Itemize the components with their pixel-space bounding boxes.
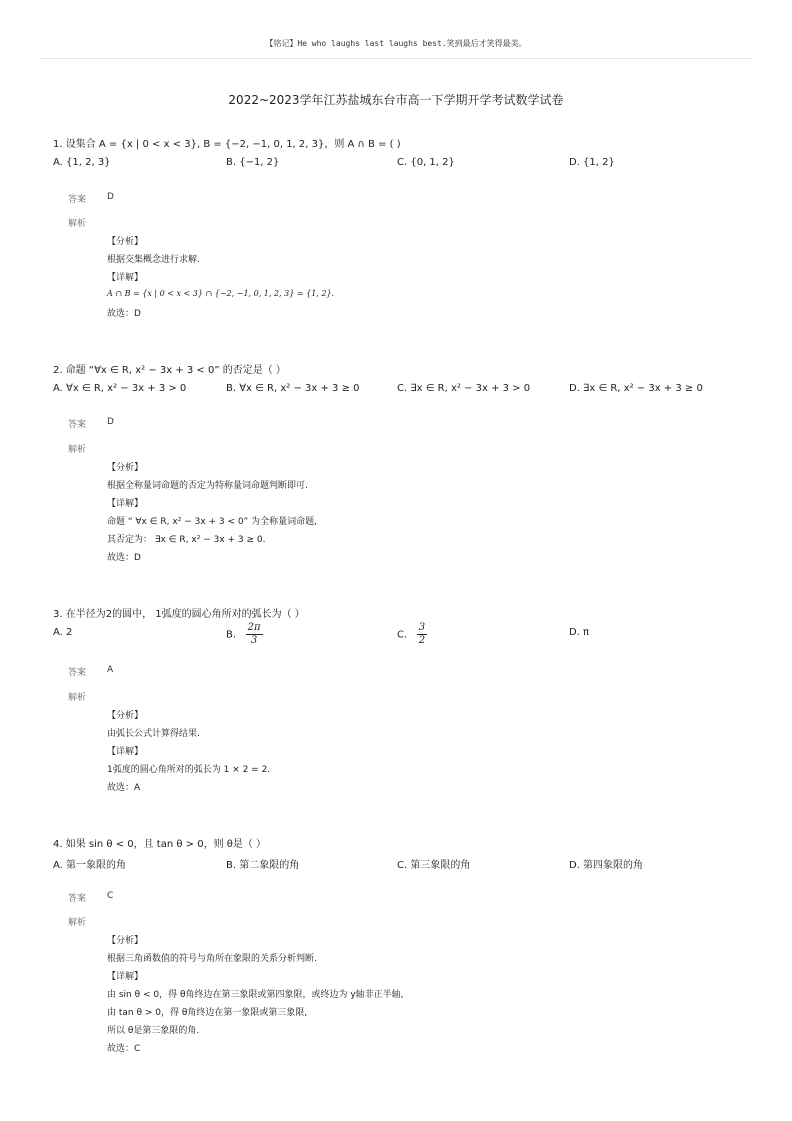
analysis-line: A ∩ B = {x | 0 < x < 3} ∩ {−2, −1, 0, 1, 2, 3} = {1, 2}. [107, 289, 335, 298]
analysis-line: 故选：A [107, 783, 141, 793]
analysis-line: 【分析】 [107, 711, 144, 721]
option-c: C. 第三象限的角 [397, 860, 471, 871]
analysis-line: 【详解】 [107, 972, 144, 982]
option-c: C. {0, 1, 2} [397, 157, 455, 168]
page-title: 2022~2023学年江苏盐城东台市高一下学期开学考试数学试卷 [228, 93, 564, 107]
option-a: A. 2 [53, 627, 73, 638]
answer-label: 答案 [68, 894, 87, 904]
numerator: 2π [247, 622, 261, 633]
option-c: C. ∃x ∈ R, x² − 3x + 3 > 0 [397, 383, 531, 394]
option-b: B. {−1, 2} [226, 157, 280, 168]
option-d: D. π [569, 627, 590, 638]
analysis-line: 【详解】 [107, 273, 144, 283]
fraction [246, 622, 263, 647]
analysis-line: 由 sin θ < 0，得 θ角终边在第三象限或第四象限，或终边为 y轴非正半轴, [107, 990, 404, 1000]
analysis-line: 1弧度的圆心角所对的弧长为 1 × 2 = 2. [107, 765, 271, 775]
answer-value: D [107, 417, 114, 427]
answer-value: A [107, 665, 114, 675]
question-stem: 2. 命题 “∀x ∈ R, x² − 3x + 3 < 0” 的否定是（ ） [53, 365, 286, 376]
analysis-line: 根据三角函数值的符号与角所在象限的关系分析判断. [107, 954, 317, 964]
question-stem: 3. 在半径为2的圆中， 1弧度的圆心角所对的弧长为（ ） [53, 609, 305, 620]
header-note: 【铭记】He who laughs last laughs best.笑到最后才笑得最美。 [265, 39, 527, 48]
analysis-line: 命题 “ ∀x ∈ R, x² − 3x + 3 < 0” 为全称量词命题, [107, 517, 318, 527]
fraction [417, 622, 427, 647]
analysis-line: 故选：D [107, 553, 141, 563]
answer-value: D [107, 192, 114, 202]
option-b: B. 第二象限的角 [226, 860, 300, 871]
analysis-line: 其否定为： ∃x ∈ R, x² − 3x + 3 ≥ 0. [107, 535, 266, 545]
option-b [226, 622, 263, 647]
analysis-line: 故选：C [107, 1044, 141, 1054]
analysis-line: 【分析】 [107, 463, 144, 473]
option-d: D. {1, 2} [569, 157, 615, 168]
denominator: 2 [418, 635, 426, 646]
answer-label: 答案 [68, 195, 87, 205]
question-stem: 1. 设集合 A = {x | 0 < x < 3}, B = {−2, −1, 0, 1, 2, 3}，则 A ∩ B = ( ) [53, 139, 401, 150]
analysis-line: 由 tan θ > 0，得 θ角终边在第一象限或第三象限, [107, 1008, 308, 1018]
analysis-line: 根据交集概念进行求解. [107, 255, 200, 265]
answer-label: 答案 [68, 668, 87, 678]
header-divider [40, 58, 752, 59]
denominator: 3 [250, 635, 258, 646]
analysis-label: 解析 [68, 918, 87, 928]
option-a: A. {1, 2, 3} [53, 157, 111, 168]
option-b: B. ∀x ∈ R, x² − 3x + 3 ≥ 0 [226, 383, 360, 394]
option-d: D. ∃x ∈ R, x² − 3x + 3 ≥ 0 [569, 383, 703, 394]
analysis-line: 【详解】 [107, 747, 144, 757]
option-letter: B. [226, 629, 237, 641]
answer-value: C [107, 891, 114, 901]
question-stem: 4. 如果 sin θ < 0，且 tan θ > 0，则 θ是（ ） [53, 839, 267, 850]
analysis-line: 【分析】 [107, 936, 144, 946]
option-letter: C. [397, 629, 408, 641]
analysis-line: 由弧长公式计算得结果. [107, 729, 200, 739]
option-a: A. ∀x ∈ R, x² − 3x + 3 > 0 [53, 383, 187, 394]
option-c [397, 622, 427, 647]
analysis-line: 【分析】 [107, 237, 144, 247]
analysis-label: 解析 [68, 445, 87, 455]
analysis-line: 【详解】 [107, 499, 144, 509]
analysis-line: 根据全称量词命题的否定为特称量词命题判断即可. [107, 481, 308, 491]
analysis-label: 解析 [68, 693, 87, 703]
analysis-label: 解析 [68, 219, 87, 229]
option-a: A. 第一象限的角 [53, 860, 127, 871]
answer-label: 答案 [68, 420, 87, 430]
option-d: D. 第四象限的角 [569, 860, 644, 871]
numerator: 3 [418, 622, 426, 633]
analysis-line: 故选：D [107, 309, 141, 319]
analysis-line: 所以 θ是第三象限的角. [107, 1026, 200, 1036]
